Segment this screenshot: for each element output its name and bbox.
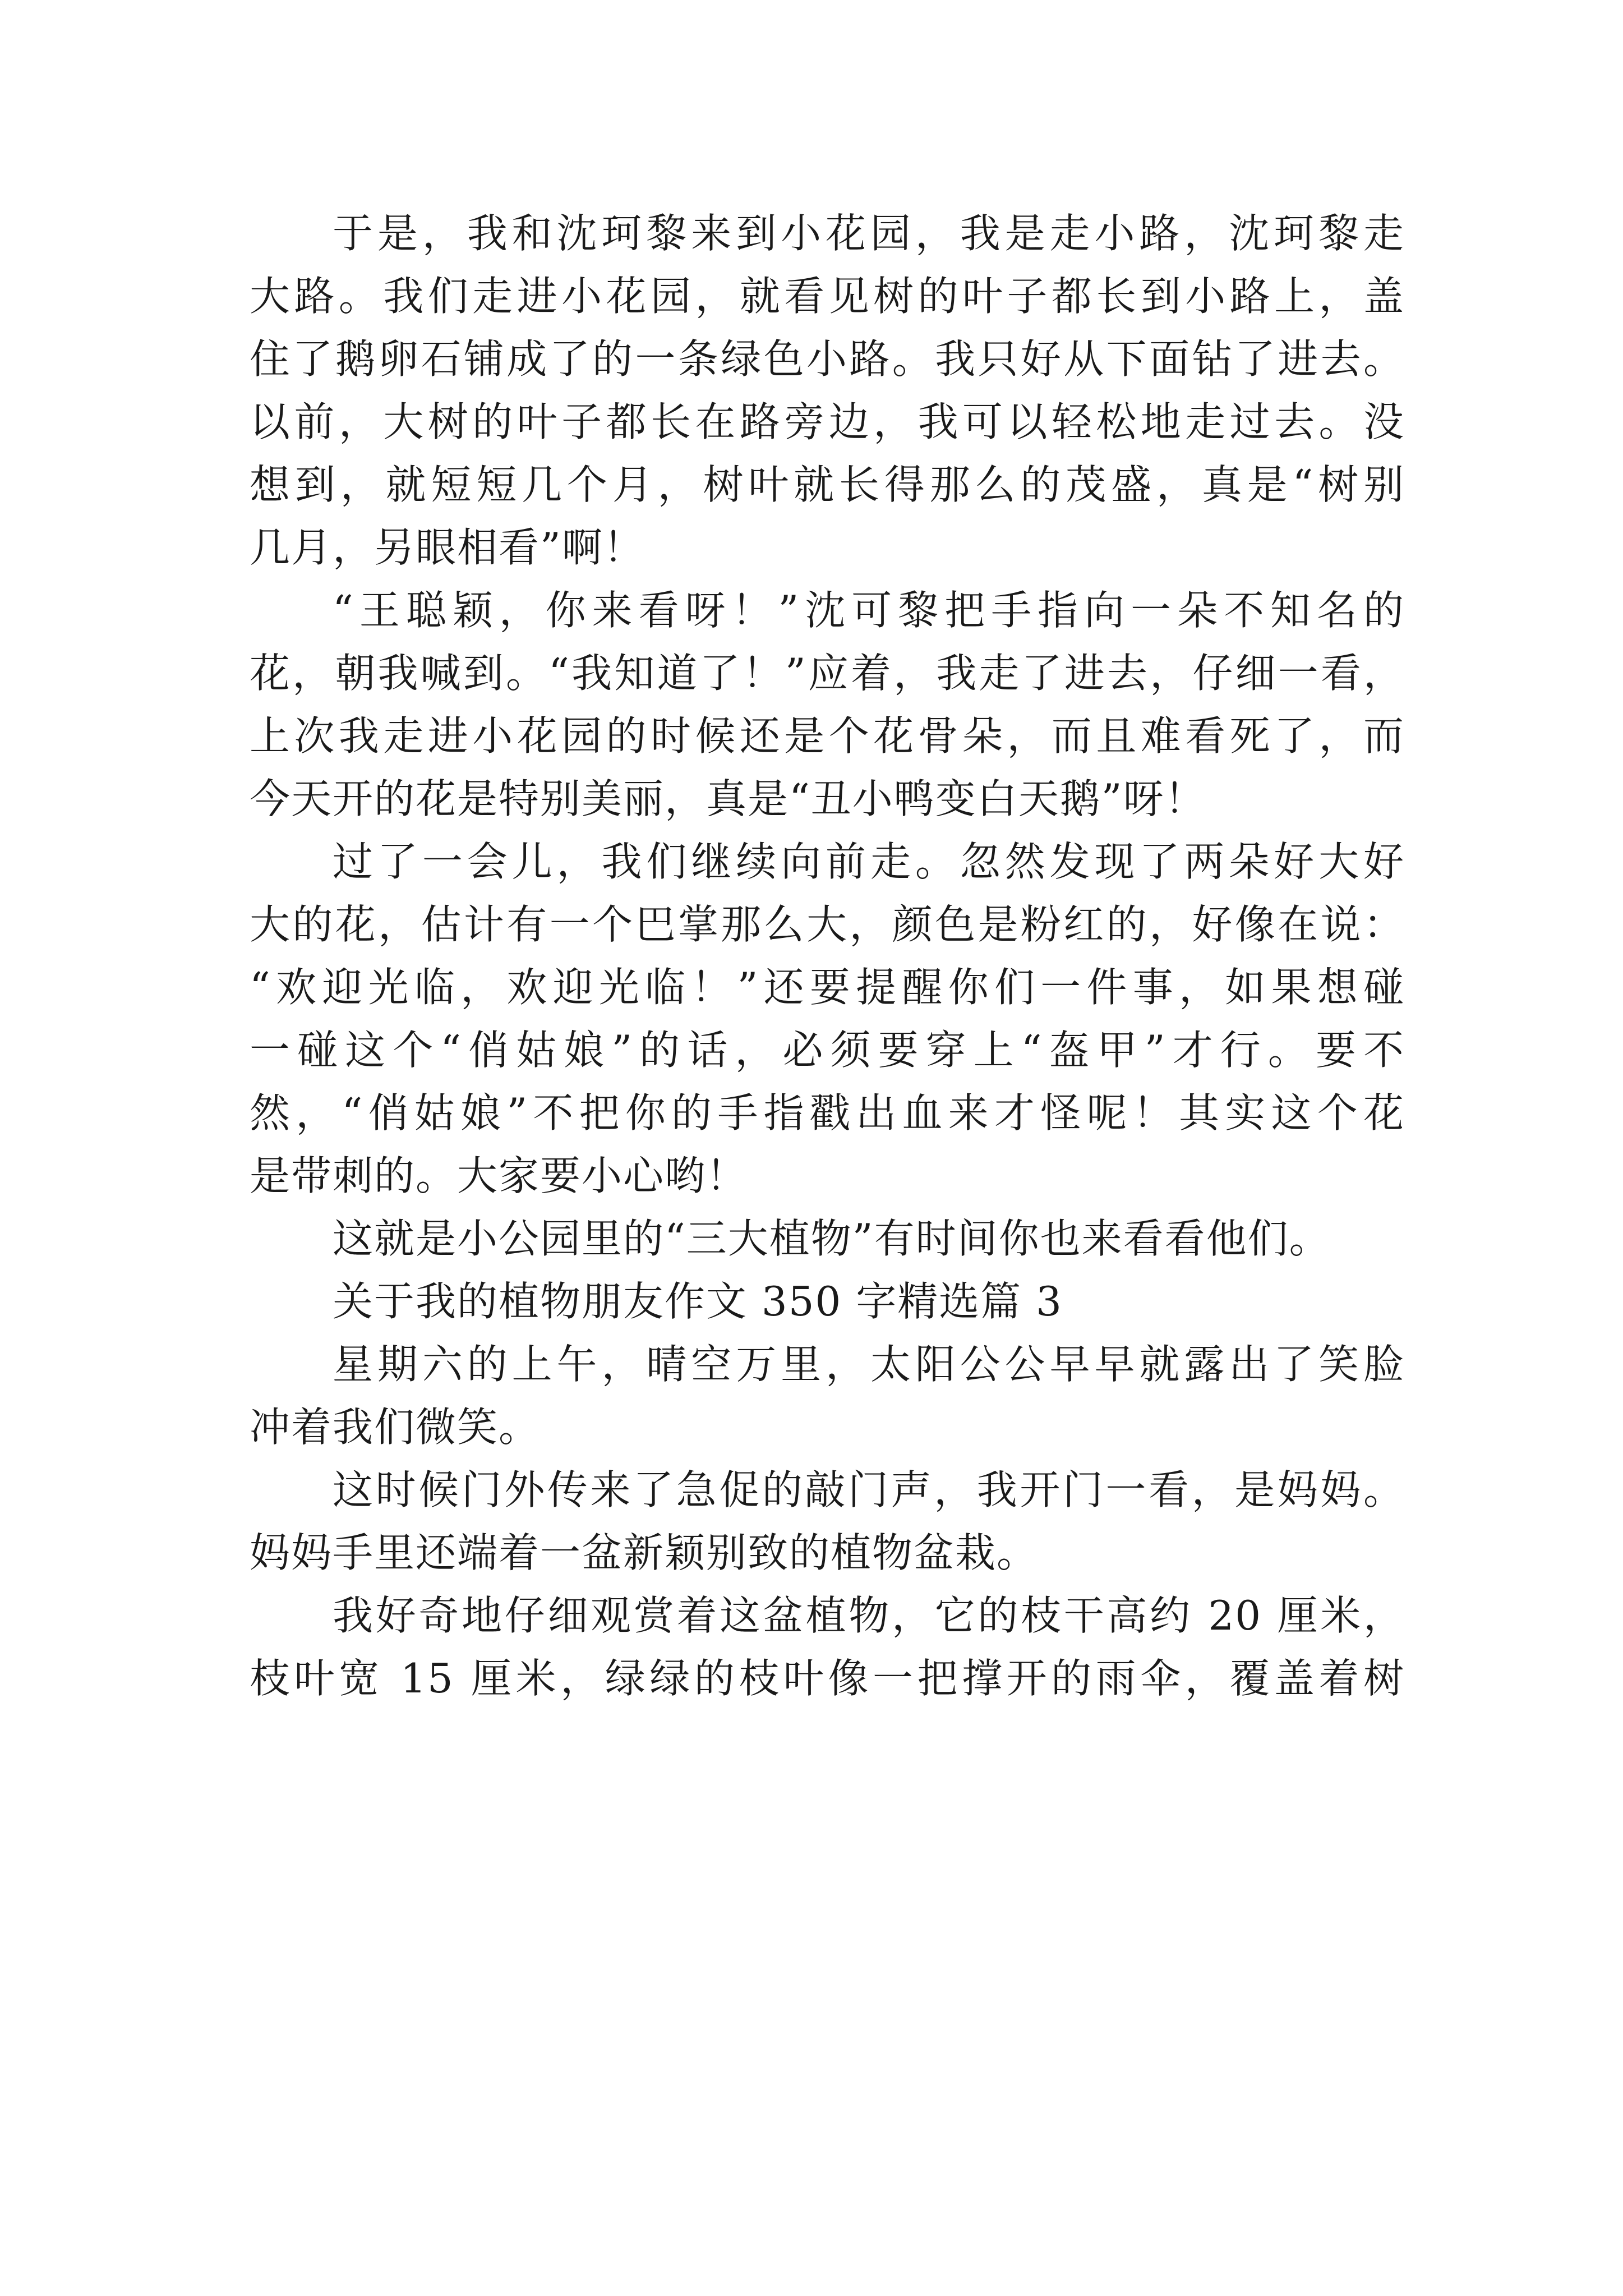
text-line: 枝叶宽 15 厘米，绿绿的枝叶像一把撑开的雨伞，覆盖着树 [250, 1655, 1405, 1702]
text-line: 星期六的上午，晴空万里，太阳公公早早就露出了笑脸 [333, 1341, 1405, 1388]
text-line: 我好奇地仔细观赏着这盆植物，它的枝干高约 20 厘米， [333, 1592, 1405, 1639]
text-line: 冲着我们微笑。 [250, 1404, 541, 1451]
text-line: 过了一会儿，我们继续向前走。忽然发现了两朵好大好 [333, 838, 1405, 885]
text-line: 于是，我和沈珂黎来到小花园，我是走小路，沈珂黎走 [333, 210, 1405, 257]
text-line: 上次我走进小花园的时候还是个花骨朵，而且难看死了，而 [250, 712, 1405, 760]
text-line: 然，“俏姑娘”不把你的手指戳出血来才怪呢！其实这个花 [250, 1089, 1405, 1137]
text-line: 今天开的花是特别美丽，真是“丑小鸭变白天鹅”呀！ [250, 775, 1206, 822]
text-line: 一碰这个“俏姑娘”的话，必须要穿上“盔甲”才行。要不 [250, 1027, 1405, 1074]
text-line: 住了鹅卵石铺成了的一条绿色小路。我只好从下面钻了进去。 [250, 335, 1405, 383]
text-line: 关于我的植物朋友作文 350 字精选篇 3 [333, 1278, 1063, 1325]
text-line: 这就是小公园里的“三大植物”有时间你也来看看他们。 [333, 1215, 1331, 1262]
text-line: “王聪颖，你来看呀！”沈可黎把手指向一朵不知名的 [333, 587, 1405, 634]
document-body [250, 202, 1405, 1710]
text-line: 花，朝我喊到。“我知道了！”应着，我走了进去，仔细一看， [250, 650, 1405, 697]
text-line: 妈妈手里还端着一盆新颖别致的植物盆栽。 [250, 1529, 1039, 1576]
text-line: 是带刺的。大家要小心哟！ [250, 1152, 748, 1199]
text-line: “欢迎光临，欢迎光临！”还要提醒你们一件事，如果想碰 [250, 964, 1405, 1011]
text-line: 这时候门外传来了急促的敲门声，我开门一看，是妈妈。 [333, 1466, 1405, 1513]
text-line: 想到，就短短几个月，树叶就长得那么的茂盛，真是“树别 [250, 461, 1405, 508]
text-line: 几月，另眼相看”啊！ [250, 524, 645, 571]
text-line: 大的花，估计有一个巴掌那么大，颜色是粉红的，好像在说： [250, 901, 1405, 948]
text-line: 以前，大树的叶子都长在路旁边，我可以轻松地走过去。没 [250, 398, 1405, 445]
text-line: 大路。我们走进小花园，就看见树的叶子都长到小路上，盖 [250, 273, 1405, 320]
